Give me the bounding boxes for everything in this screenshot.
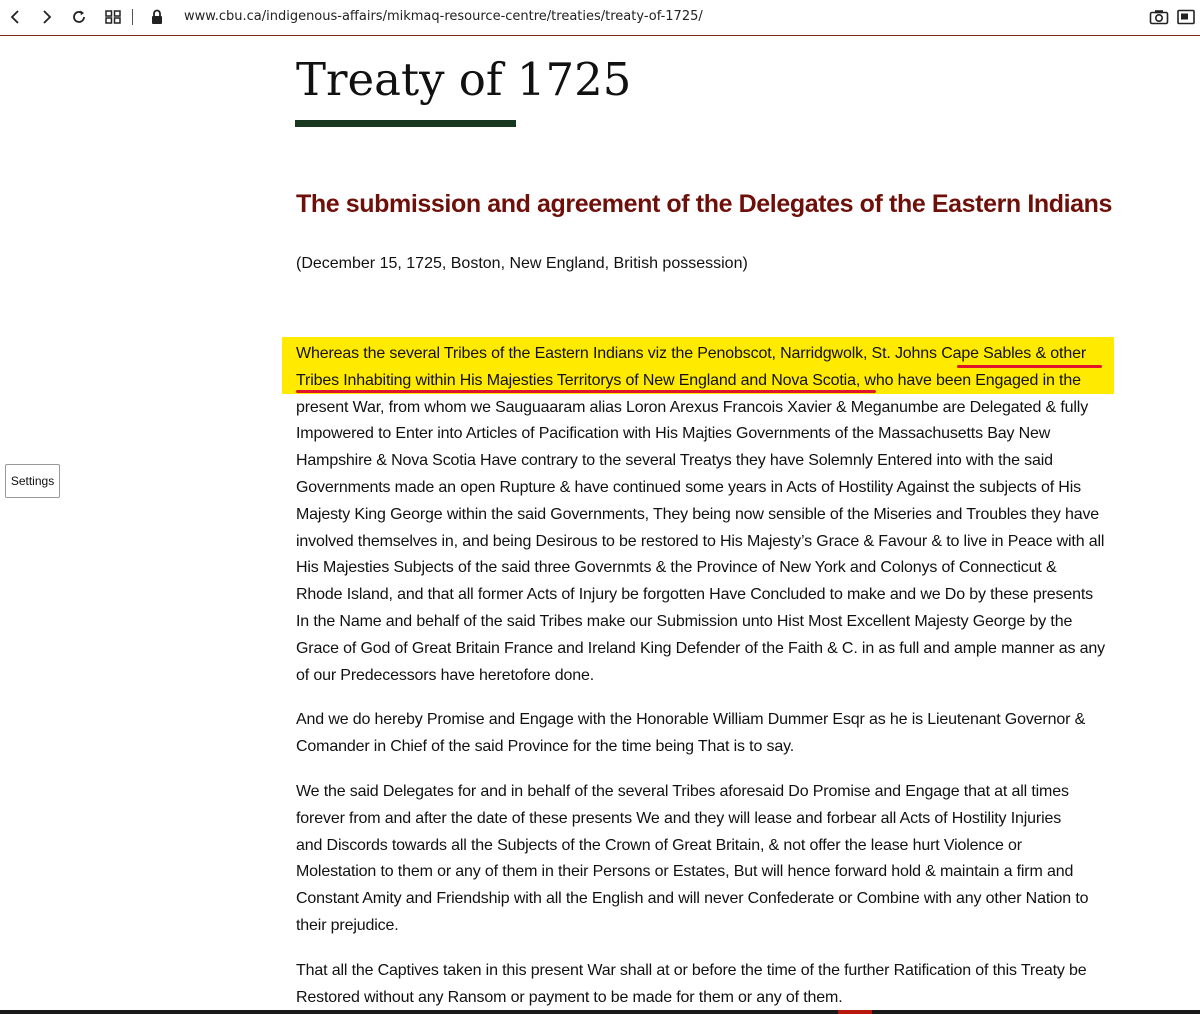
tabs-grid-icon[interactable] [102,6,124,28]
paragraph-line: Hampshire & Nova Scotia Have contrary to the several Treatys they have Solemnly Entered into with the said [296,452,1053,470]
bottom-edge-bar [0,1010,1200,1014]
treaty-paragraph-4 [296,958,1132,1012]
paragraph-line: Governments made an open Rupture & have continued some years in Acts of Hostility Against the subjects of His [296,478,1081,496]
paragraph-line: And we do hereby Promise and Engage with the Honorable William Dummer Esqr as he is Lieutenant Governor & [296,711,1086,728]
address-bar[interactable]: www.cbu.ca/indigenous-affairs/mikmaq-resource-centre/treaties/treaty-of-1725/ [184,9,703,24]
dateline: (December 15, 1725, Boston, New England, British possession) [296,255,748,272]
paragraph-line: Restored without any Ransom or payment to be made for them or any of them. [296,988,843,1006]
paragraph-line: Whereas the several Tribes of the Eastern Indians viz the Penobscot, Narridgwolk, St. Johns Cape Sables & other [296,345,1086,362]
paragraph-line: Grace of God of Great Britain France and Ireland King Defender of the Faith & C. in as full and ample manner as any [296,639,1105,657]
paragraph-line: Comander in Chief of the said Province for the time being That is to say. [296,737,795,755]
paragraph-line: and Discords towards all the Subjects of the Crown of Great Britain, & not offer the lease hurt Violence or [296,836,1022,854]
camera-icon[interactable] [1148,6,1170,28]
paragraph-line: Majesty King George within the said Governments, They being now sensible of the Miseries and Troubles they have [296,505,1100,523]
paragraph-line: Impowered to Enter into Articles of Pacification with His Majties Governments of the Massachusetts Bay New [296,425,1051,443]
reload-icon[interactable] [68,6,90,28]
red-underline [296,390,876,393]
settings-button[interactable]: Settings [5,464,60,498]
title-rule [295,120,516,127]
paragraph-line: forever from and after the date of these presents We and they will lease and forbear all Acts of Hostility Injuries [296,809,1062,827]
paragraph-line: We the said Delegates for and in behalf of the several Tribes aforesaid Do Promise and Engage that at all times [296,783,1069,800]
paragraph-line: Constant Amity and Friendship with all the English and will never Confederate or Combine with any other Nation to [296,890,1089,908]
paragraph-line: His Majesties Subjects of the said three Governmts & the Province of New York and Colonys of Connecticut & [296,559,1057,577]
treaty-paragraph-3 [296,779,1132,940]
paragraph-line: Molestation to them or any of them in their Persons or Estates, But will hence forward hold & maintain a firm and [296,863,1074,881]
treaty-paragraph-2 [296,707,1132,761]
paragraph-line: their prejudice. [296,916,399,934]
paragraph-line: Tribes Inhabiting within His Majesties Territorys of New England and Nova Scotia, who have been Engaged in the [296,371,1081,389]
red-underline [957,365,1102,368]
page-subtitle: The submission and agreement of the Delegates of the Eastern Indians [296,190,1113,218]
forward-icon[interactable] [36,6,58,28]
bottom-edge-mark [838,1010,872,1014]
picture-in-picture-icon[interactable] [1176,6,1196,28]
paragraph-line: present War, from whom we Sauguaaram alias Loron Arexus Francois Xavier & Meganumbe are Delegated & fully [296,398,1089,416]
toolbar-divider [132,9,133,25]
paragraph-line: That all the Captives taken in this present War shall at or before the time of the further Ratification of this Treaty be [296,962,1087,979]
paragraph-line: involved themselves in, and being Desirous to be restored to His Majesty’s Grace & Favour & to live in Peace with all [296,532,1105,550]
page-title: Treaty of 1725 [296,53,632,106]
paragraph-line: In the Name and behalf of the said Tribes make our Submission unto Hist Most Excellent Majesty George by the [296,612,1073,630]
back-icon[interactable] [4,6,26,28]
treaty-paragraph-1 [296,341,1132,689]
lock-icon[interactable] [148,6,166,28]
browser-toolbar [0,0,1200,36]
paragraph-line: Rhode Island, and that all former Acts of Injury be forgotten Have Concluded to make and we Do by these presents [296,586,1093,604]
paragraph-line: of our Predecessors have heretofore done. [296,666,595,684]
